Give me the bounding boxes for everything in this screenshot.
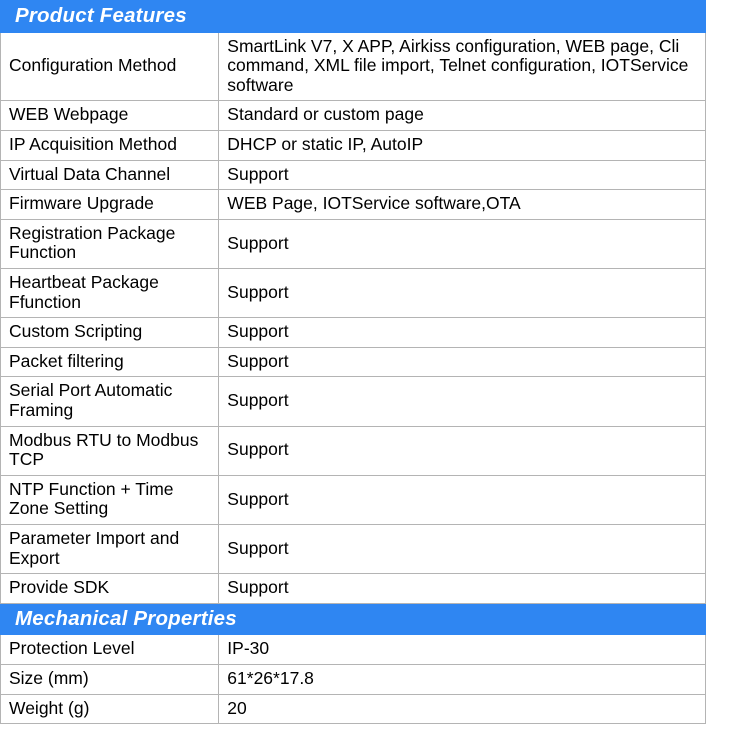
row-label: Weight (g) [1,694,219,724]
table-row [1,694,706,724]
section-title: Mechanical Properties [15,606,237,630]
row-label: Configuration Method [1,32,219,101]
section-header-cell [1,1,706,33]
table-row [1,190,706,220]
table-row [1,131,706,161]
row-label: Custom Scripting [1,318,219,348]
table-row [1,219,706,268]
row-label: WEB Webpage [1,101,219,131]
row-value: Support [219,377,706,426]
table-row [1,475,706,524]
row-value: Support [219,475,706,524]
row-value: WEB Page, IOTService software,OTA [219,190,706,220]
row-label: Heartbeat Package Ffunction [1,268,219,317]
section-header-cell [1,603,706,635]
table-row [1,426,706,475]
row-value: Support [219,524,706,573]
table-row [1,318,706,348]
row-value: 61*26*17.8 [219,664,706,694]
table-row [1,347,706,377]
row-label: Provide SDK [1,574,219,604]
row-value: IP-30 [219,635,706,665]
row-label: Packet filtering [1,347,219,377]
table-row [1,32,706,101]
section-header-mechanical-properties [1,603,706,635]
table-row [1,160,706,190]
row-value: 20 [219,694,706,724]
table-row [1,268,706,317]
table-row [1,664,706,694]
row-value: Support [219,574,706,604]
section-title: Product Features [15,4,187,27]
table-row [1,574,706,604]
row-label: Registration Package Function [1,219,219,268]
row-label: Virtual Data Channel [1,160,219,190]
table-row [1,101,706,131]
row-label: Protection Level [1,635,219,665]
row-label: Parameter Import and Export [1,524,219,573]
row-value: SmartLink V7, X APP, Airkiss configuration, WEB page, Cli command, XML file import, Telnet configuration, IOTService software [219,32,706,101]
row-label: IP Acquisition Method [1,131,219,161]
row-value: Support [219,268,706,317]
row-label: NTP Function + Time Zone Setting [1,475,219,524]
row-label: Firmware Upgrade [1,190,219,220]
table-row [1,377,706,426]
row-value: Support [219,426,706,475]
table-row [1,635,706,665]
row-label: Modbus RTU to Modbus TCP [1,426,219,475]
row-value: Support [219,318,706,348]
row-label: Size (mm) [1,664,219,694]
row-value: Standard or custom page [219,101,706,131]
table-row [1,524,706,573]
row-value: Support [219,347,706,377]
section-header-product-features [1,1,706,33]
row-value: Support [219,160,706,190]
row-value: DHCP or static IP, AutoIP [219,131,706,161]
row-label: Serial Port Automatic Framing [1,377,219,426]
row-value: Support [219,219,706,268]
